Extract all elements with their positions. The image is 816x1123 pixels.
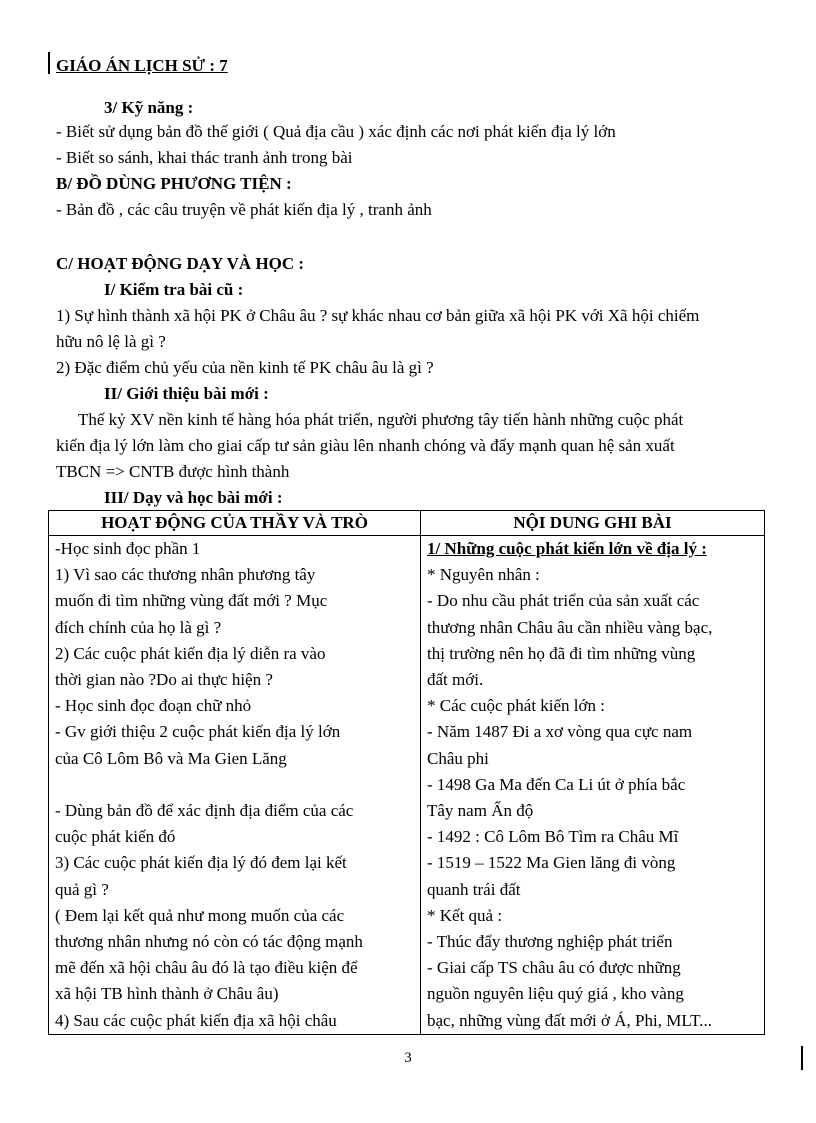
cell-text-line: Châu phi <box>427 748 489 768</box>
cell-text-line: - 1519 – 1522 Ma Gien lăng đi vòng <box>427 853 676 873</box>
table-row <box>49 536 765 1035</box>
cell-text-line: - Học sinh đọc đoạn chữ nhỏ <box>55 696 252 716</box>
left-margin-bar <box>48 52 50 74</box>
cell-text-line: - Thúc đẩy thương nghiệp phát triển <box>427 932 673 952</box>
intro-line: hữu nô lệ là gì ? <box>56 332 166 351</box>
intro-line: kiến địa lý lớn làm cho giai cấp tư sản giàu lên nhanh chóng và đẩy mạnh quan hệ sản xuất <box>56 436 675 455</box>
cell-text-line: - Gv giới thiệu 2 cuộc phát kiến địa lý lớn <box>55 722 341 742</box>
intro-line: I/ Kiểm tra bài cũ : <box>104 280 244 299</box>
cell-text-line: thị trường nên họ đã đi tìm những vùng <box>427 643 696 663</box>
cell-text-line: 1) Vì sao các thương nhân phương tây <box>55 565 316 585</box>
cell-text-line: đất mới. <box>427 670 484 690</box>
intro-line: - Bản đồ , các câu truyện về phát kiến địa lý , tranh ảnh <box>56 200 432 219</box>
intro-line: II/ Giới thiệu bài mới : <box>104 384 269 403</box>
cell-text-line: 2) Các cuộc phát kiến địa lý diễn ra vào <box>55 643 326 663</box>
cell-text-line: - Dùng bản đồ để xác định địa điểm của các <box>55 801 354 821</box>
cell-text-line: Tây nam Ấn độ <box>427 801 534 821</box>
cell-text-line: mẽ đến xã hội châu âu đó là tạo điều kiện để <box>55 958 358 978</box>
intro-line: - Biết sử dụng bản đồ thế giới ( Quả địa cầu ) xác định các nơi phát kiến địa lý lớn <box>56 122 616 141</box>
cell-text-line: * Các cuộc phát kiến lớn : <box>427 696 605 716</box>
intro-line: - Biết so sánh, khai thác tranh ảnh trong bài <box>56 148 353 167</box>
activity-cell <box>49 536 421 1035</box>
cell-text-line: cuộc phát kiến đó <box>55 827 176 847</box>
cell-text-line: muốn đi tìm những vùng đất mới ? Mục <box>55 591 328 611</box>
intro-line: Thế kỷ XV nền kinh tế hàng hóa phát triển, người phương tây tiến hành những cuộc phát <box>78 410 684 429</box>
cell-text-line: * Nguyên nhân : <box>427 565 540 585</box>
intro-line: 2) Đặc điểm chủ yếu của nền kinh tế PK châu âu là gì ? <box>56 358 434 377</box>
cell-text-line: -Học sinh đọc phần 1 <box>55 539 201 558</box>
header-lesson-content: NỘI DUNG GHI BÀI <box>421 511 765 536</box>
cell-text-line: - Giai cấp TS châu âu có được những <box>427 958 681 978</box>
page-number: 3 <box>404 1050 412 1066</box>
cell-text-line: - 1498 Ga Ma đến Ca Li út ở phía bắc <box>427 774 686 794</box>
header-teacher-student-activity: HOẠT ĐỘNG CỦA THẦY VÀ TRÒ <box>49 511 421 536</box>
cell-text-line: đích chính của họ là gì ? <box>55 617 222 637</box>
cell-text-line: bạc, những vùng đất mới ở Á, Phi, MLT... <box>427 1010 713 1030</box>
cell-text-line: thời gian nào ?Do ai thực hiện ? <box>55 670 273 690</box>
table-header-row <box>49 511 765 536</box>
cell-text-line: 3) Các cuộc phát kiến địa lý đó đem lại kết <box>55 853 347 873</box>
intro-line: III/ Dạy và học bài mới : <box>104 488 283 507</box>
cell-text-line: * Kết quả : <box>427 905 503 925</box>
cell-text-line: - 1492 : Cô Lôm Bô Tìm ra Châu Mĩ <box>427 827 679 847</box>
cell-text-line: - Năm 1487 Đi a xơ vòng qua cực nam <box>427 722 693 742</box>
cell-text-line: quanh trái đất <box>427 879 521 899</box>
cell-text-line: xã hội TB hình thành ở Châu âu) <box>55 984 279 1004</box>
cell-text-line <box>55 772 414 798</box>
intro-line: B/ ĐỒ DÙNG PHƯƠNG TIỆN : <box>56 174 292 193</box>
cell-text-line: - Do nhu cầu phát triển của sản xuất các <box>427 591 700 611</box>
cell-text-line: của Cô Lôm Bô và Ma Gien Lăng <box>55 748 287 768</box>
intro-line: C/ HOẠT ĐỘNG DẠY VÀ HỌC : <box>56 254 305 273</box>
intro-line: 1) Sự hình thành xã hội PK ở Châu âu ? sự khác nhau cơ bản giữa xã hội PK với Xã hội chiếm <box>56 306 700 325</box>
cell-text-line: thương nhân nhưng nó còn có tác động mạnh <box>55 932 363 952</box>
content-cell <box>421 536 765 1035</box>
cell-text-line: thương nhân Châu âu cần nhiều vàng bạc, <box>427 617 713 637</box>
intro-line: TBCN => CNTB được hình thành <box>56 462 290 481</box>
cell-text-line: 1/ Những cuộc phát kiến lớn về địa lý : <box>427 539 707 558</box>
cell-text-line: ( Đem lại kết quả như mong muốn của các <box>55 905 345 925</box>
document-header-title: GIÁO ÁN LỊCH SỬ : 7 <box>56 56 228 75</box>
cell-text-line: quả gì ? <box>55 879 109 899</box>
intro-line: 3/ Kỹ năng : <box>104 98 194 117</box>
cell-text-line: 4) Sau các cuộc phát kiến địa xã hội châu <box>55 1010 337 1030</box>
cell-text-line: nguồn nguyên liệu quý giá , kho vàng <box>427 984 684 1004</box>
lesson-activity-table <box>48 510 765 1035</box>
